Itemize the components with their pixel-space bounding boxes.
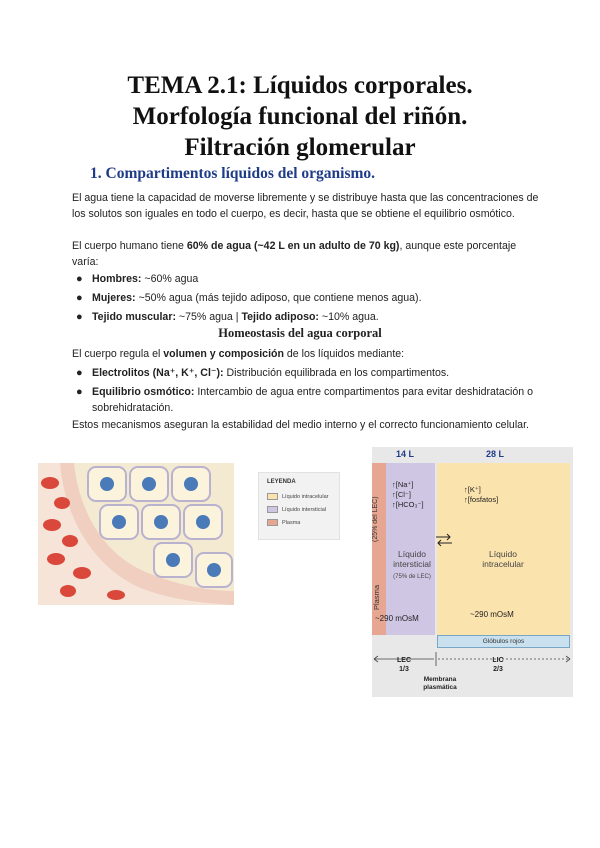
lec-fraction: 1/3 (399, 666, 409, 673)
intro-bold: volumen y composición (163, 348, 284, 360)
legend-item-intersticial (267, 506, 326, 513)
tissue-drawing (38, 463, 234, 605)
ions-lic (464, 485, 498, 505)
ion-k: ↑[K⁺] (464, 485, 481, 494)
bullet-text: ~50% agua (más tejido adiposo, que contiene menos agua). (135, 292, 422, 304)
lic-text: LIC (492, 657, 504, 664)
intersticial-percent: (75% de LEC) (393, 574, 431, 580)
intro-post: de los líquidos mediante: (283, 348, 405, 360)
bullet-dot: ● (76, 386, 83, 398)
paragraph-agua: El agua tiene la capacidad de moverse libremente y se distribuye hasta que las concentraciones de los solutos son iguales en todo el cuerpo, es decir, hasta que se obtiene el equilibrio osmótico. (72, 192, 539, 220)
legend-item-plasma (267, 519, 300, 526)
exchange-arrows-icon (434, 533, 454, 547)
legend-label: Líquido intersticial (282, 506, 327, 513)
ion-na: ↑[Na⁺] (392, 480, 414, 489)
bullet-tejido (76, 309, 542, 325)
tissue-illustration (38, 463, 234, 605)
bullet-bold-2: Tejido adiposo: (241, 311, 319, 323)
plasma-label: Plasma (372, 584, 381, 610)
bullet-dot: ● (76, 292, 83, 304)
bullet-bold: Electrolitos (Na⁺, K⁺, Cl⁻): (92, 367, 224, 379)
bullet-bold: Equilibrio osmótico: (92, 386, 195, 398)
lic-label (484, 656, 512, 674)
compartment-diagram (372, 447, 573, 697)
bullet-dot: ● (76, 367, 83, 379)
title-line-1: TEMA 2.1: Líquidos corporales. (127, 72, 473, 99)
bullet-equilibrio (76, 384, 542, 416)
ion-hco3: ↑[HCO₃⁻] (392, 500, 424, 509)
bullet-dot: ● (76, 273, 83, 285)
osmolarity-lic: ~290 mOsM (470, 610, 514, 619)
membrana-label: Membrana plasmática (423, 676, 457, 691)
bullet-text: Distribución equilibrada en los compartimentos. (223, 367, 450, 379)
section-heading-homeostasis: Homeostasis del agua corporal (218, 326, 382, 340)
legend-swatch (267, 493, 278, 500)
bullet-bold: Mujeres: (92, 292, 136, 304)
para2-post: , aunque este porcentaje varía: (72, 240, 517, 268)
intersticial-label: Líquido intersticial (393, 549, 431, 569)
bullet-text: Intercambio de agua entre compartimentos para evitar deshidratación o sobrehidratación. (92, 386, 534, 414)
bullet-text: ~75% agua | (175, 311, 242, 323)
ion-cl: ↑[Cl⁻] (392, 490, 411, 499)
bullet-bold: Hombres: (92, 273, 142, 285)
volume-lec: 14 L (396, 449, 415, 459)
legend-label: Líquido intracelular (282, 493, 329, 500)
paragraph-mecanismos: Estos mecanismos aseguran la estabilidad del medio interno y el correcto funcionamiento celular. (72, 419, 529, 431)
legend-box (258, 472, 340, 540)
bullet-bold: Tejido muscular: (92, 311, 176, 323)
lic-fraction: 2/3 (493, 666, 503, 673)
lec-label (390, 656, 418, 674)
bullet-electrolitos (76, 365, 542, 381)
osmolarity-lec: ~290 mOsM (375, 614, 419, 623)
bullet-mujeres (76, 290, 542, 306)
para2-pre: El cuerpo humano tiene (72, 240, 187, 252)
bullet-text-2: ~10% agua. (318, 311, 379, 323)
page-title (40, 70, 560, 163)
ions-lec (392, 480, 424, 510)
title-line-3: Filtración glomerular (184, 134, 416, 161)
bullet-dot: ● (76, 311, 83, 323)
title-line-2: Morfología funcional del riñón. (132, 103, 468, 130)
bullet-hombres (76, 271, 542, 287)
legend-item-intracelular (267, 493, 328, 500)
legend-label: Plasma (282, 519, 301, 526)
bullet-text: ~60% agua (141, 273, 199, 285)
legend-swatch (267, 506, 278, 513)
globulos-rojos-bar: Glóbulos rojos (437, 635, 570, 648)
legend-swatch (267, 519, 278, 526)
volume-lic: 28 L (486, 449, 505, 459)
ion-fosfatos: ↑[fosfatos] (464, 495, 499, 504)
section-heading-compartimentos: 1. Compartimentos líquidos del organismo. (90, 165, 376, 182)
intracelular-label: Líquido intracelular (482, 549, 524, 569)
paragraph-cuerpo-humano (72, 238, 542, 270)
lec-text: LEC (397, 657, 411, 664)
paragraph-regula (72, 346, 542, 362)
para2-bold: 60% de agua (~42 L en un adulto de 70 kg) (186, 240, 400, 252)
intro-pre: El cuerpo regula el (72, 348, 164, 360)
legend-title: LEYENDA (267, 479, 296, 485)
plasma-percent: (25% del LEC) (372, 496, 379, 542)
